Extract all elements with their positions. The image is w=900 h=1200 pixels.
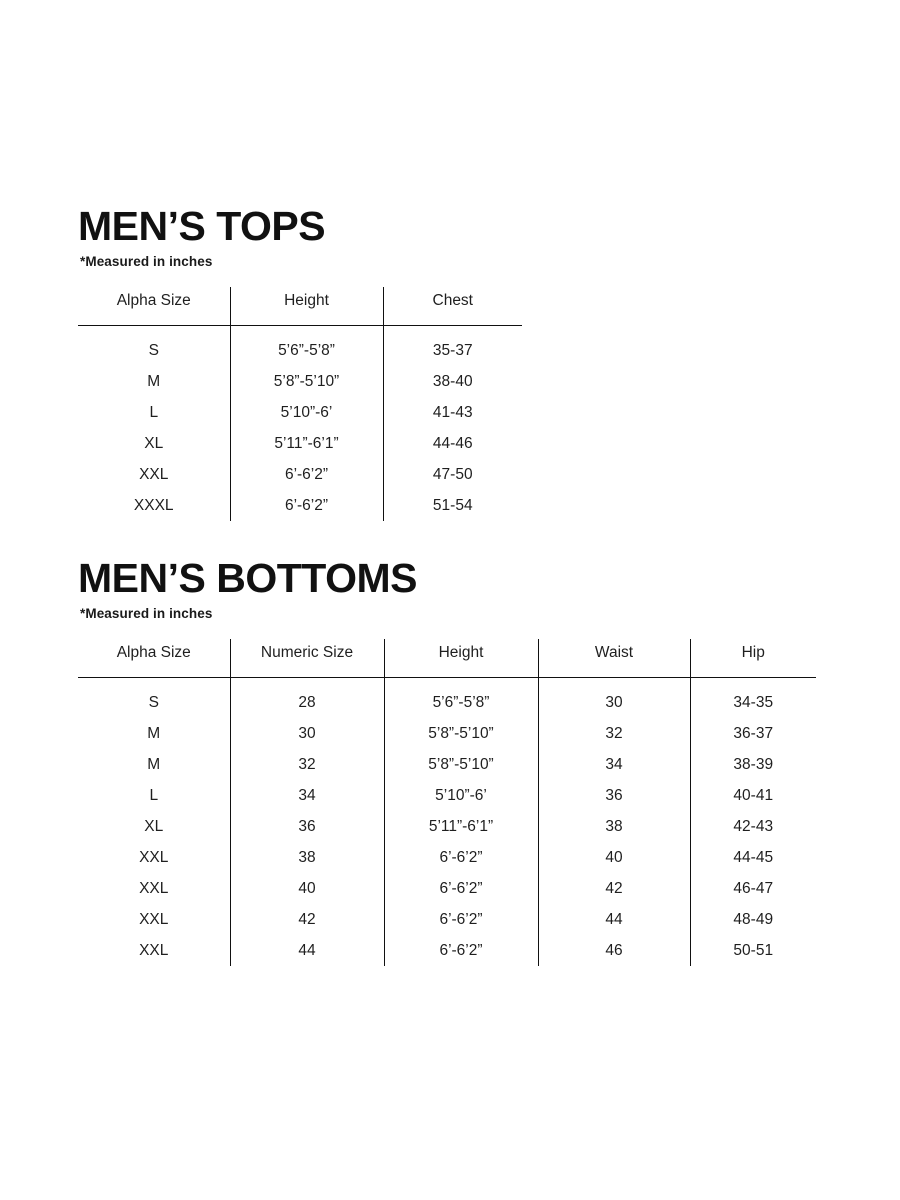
- table-row: [78, 718, 816, 749]
- cell-alpha-size: XXXL: [133, 496, 174, 514]
- cell-alpha-size: L: [149, 403, 159, 421]
- table-row: [78, 873, 816, 904]
- cell-waist: 36: [538, 780, 690, 811]
- cell-waist: 44: [538, 904, 690, 935]
- cell-alpha-size: XL: [144, 434, 164, 452]
- table-row: [78, 366, 522, 397]
- table-row: [78, 749, 816, 780]
- cell-waist: 38: [538, 811, 690, 842]
- cell-height: 5’11”-6’1”: [230, 428, 383, 459]
- cell-chest: 44-46: [383, 428, 522, 459]
- cell-numeric-size: 40: [230, 873, 384, 904]
- cell-alpha-size: M: [147, 724, 161, 742]
- table-row: [78, 780, 816, 811]
- cell-height: 5’6”-5’8”: [384, 678, 538, 719]
- cell-height: 6’-6’2”: [384, 873, 538, 904]
- cell-height: 5’10”-6’: [384, 780, 538, 811]
- cell-height: 5’10”-6’: [230, 397, 383, 428]
- cell-numeric-size: 30: [230, 718, 384, 749]
- table-row: [78, 459, 522, 490]
- cell-alpha-size: XXL: [139, 848, 169, 866]
- cell-alpha-size: M: [147, 372, 161, 390]
- cell-height: 5’8”-5’10”: [384, 718, 538, 749]
- cell-alpha-size: M: [147, 755, 161, 773]
- cell-waist: 34: [538, 749, 690, 780]
- table-row: [78, 490, 522, 521]
- cell-hip: 34-35: [690, 678, 816, 719]
- cell-chest: 51-54: [383, 490, 522, 521]
- page-title-mens-tops: MEN’S TOPS: [78, 203, 326, 249]
- section-mens-bottoms: [78, 557, 822, 966]
- cell-numeric-size: 32: [230, 749, 384, 780]
- cell-height: 6’-6’2”: [230, 490, 383, 521]
- cell-numeric-size: 34: [230, 780, 384, 811]
- table-row: [78, 397, 522, 428]
- cell-height: 5’8”-5’10”: [230, 366, 383, 397]
- cell-numeric-size: 36: [230, 811, 384, 842]
- measurement-note-tops: *Measured in inches: [80, 254, 213, 270]
- column-header-height: Height: [384, 639, 538, 678]
- cell-hip: 44-45: [690, 842, 816, 873]
- cell-hip: 36-37: [690, 718, 816, 749]
- cell-height: 5’11”-6’1”: [384, 811, 538, 842]
- cell-alpha-size: XXL: [139, 465, 169, 483]
- cell-chest: 35-37: [383, 326, 522, 367]
- cell-hip: 40-41: [690, 780, 816, 811]
- cell-hip: 50-51: [690, 935, 816, 966]
- size-table-mens-tops: [78, 287, 522, 521]
- column-header-alpha-size: Alpha Size: [78, 287, 230, 326]
- cell-numeric-size: 44: [230, 935, 384, 966]
- cell-alpha-size: XL: [144, 817, 164, 835]
- size-table-mens-bottoms: [78, 639, 816, 966]
- table-row: [78, 428, 522, 459]
- cell-alpha-size: S: [148, 341, 159, 359]
- cell-height: 5’8”-5’10”: [384, 749, 538, 780]
- cell-waist: 30: [538, 678, 690, 719]
- cell-waist: 40: [538, 842, 690, 873]
- page-title-mens-bottoms: MEN’S BOTTOMS: [78, 555, 417, 601]
- cell-chest: 38-40: [383, 366, 522, 397]
- table-row: [78, 935, 816, 966]
- cell-numeric-size: 42: [230, 904, 384, 935]
- table-row: [78, 678, 816, 719]
- cell-waist: 32: [538, 718, 690, 749]
- cell-waist: 42: [538, 873, 690, 904]
- cell-chest: 41-43: [383, 397, 522, 428]
- cell-height: 6’-6’2”: [384, 935, 538, 966]
- cell-alpha-size: S: [148, 693, 159, 711]
- column-header-hip: Hip: [690, 639, 816, 678]
- column-header-waist: Waist: [538, 639, 690, 678]
- table-row: [78, 904, 816, 935]
- cell-hip: 48-49: [690, 904, 816, 935]
- cell-height: 6’-6’2”: [384, 842, 538, 873]
- cell-alpha-size: XXL: [139, 910, 169, 928]
- table-header-row: [78, 639, 816, 678]
- cell-hip: 46-47: [690, 873, 816, 904]
- column-header-height: Height: [230, 287, 383, 326]
- cell-height: 5’6”-5’8”: [230, 326, 383, 367]
- cell-height: 6’-6’2”: [384, 904, 538, 935]
- cell-alpha-size: XXL: [139, 941, 169, 959]
- table-row: [78, 842, 816, 873]
- section-mens-tops: [78, 205, 822, 521]
- column-header-chest: Chest: [383, 287, 522, 326]
- cell-waist: 46: [538, 935, 690, 966]
- table-row: [78, 326, 522, 367]
- table-header-row: [78, 287, 522, 326]
- cell-numeric-size: 28: [230, 678, 384, 719]
- cell-hip: 42-43: [690, 811, 816, 842]
- cell-chest: 47-50: [383, 459, 522, 490]
- column-header-numeric-size: Numeric Size: [230, 639, 384, 678]
- cell-alpha-size: XXL: [139, 879, 169, 897]
- column-header-alpha-size: Alpha Size: [78, 639, 230, 678]
- cell-height: 6’-6’2”: [230, 459, 383, 490]
- table-row: [78, 811, 816, 842]
- cell-alpha-size: L: [149, 786, 159, 804]
- cell-hip: 38-39: [690, 749, 816, 780]
- cell-numeric-size: 38: [230, 842, 384, 873]
- measurement-note-bottoms: *Measured in inches: [80, 606, 213, 622]
